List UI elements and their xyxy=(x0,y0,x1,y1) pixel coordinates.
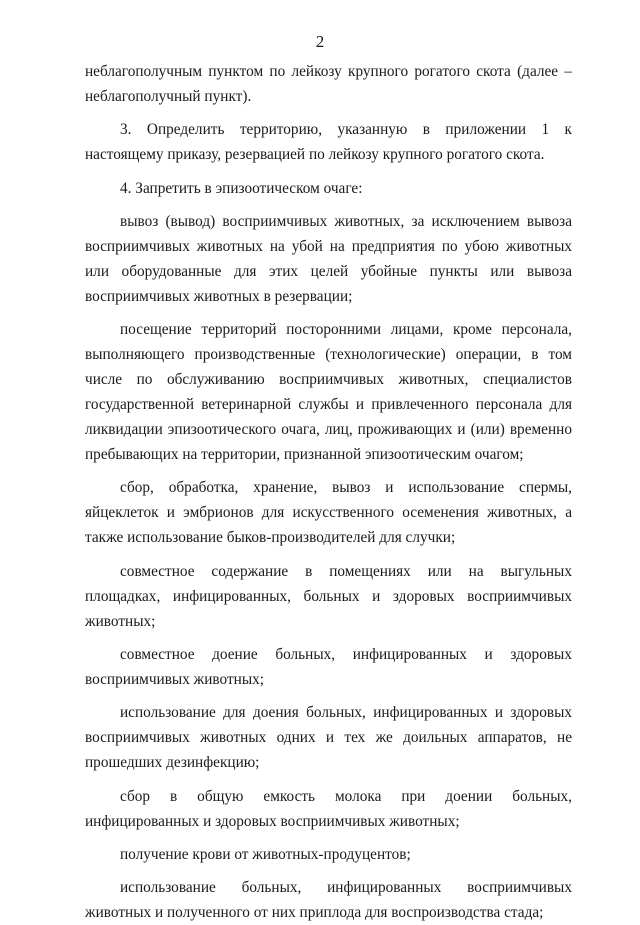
paragraph-joint-milking-ban: совместное доение больных, инфицированных и здоровых восприимчивых животных; xyxy=(85,646,572,689)
paragraph-sperm-ban: сбор, обработка, хранение, вывоз и использование спермы, яйцеклеток и эмбрионов для искусственного осеменения животных, а также использование быков-производителей для случки; xyxy=(85,479,572,547)
paragraph-continuation: неблагополучным пунктом по лейкозу крупного рогатого скота (далее – неблагополучный пункт). xyxy=(85,63,572,105)
paragraph-blood-ban: получение крови от животных-продуцентов; xyxy=(120,845,411,863)
paragraph-item-4: 4. Запретить в эпизоотическом очаге: xyxy=(120,179,363,197)
paragraph-shared-equipment-ban: использование для доения больных, инфицированных и здоровых восприимчивых животных одних и тех же доильных аппаратов, не прошедших дезинфекцию; xyxy=(85,704,572,772)
page-number: 2 xyxy=(315,32,325,51)
paragraph-export-ban: вывоз (вывод) восприимчивых животных, за исключением вывоза восприимчивых животных на убой на предприятия по убою животных или оборудованные для этих целей убойные пункты или вывоза восприимчивых животных в резервации; xyxy=(85,212,572,305)
document-body xyxy=(85,59,572,925)
paragraph-item-3: 3. Определить территорию, указанную в приложении 1 к настоящему приказу, резервацией по лейкозу крупного рогатого скота. xyxy=(85,121,572,164)
paragraph-visit-ban: посещение территорий посторонними лицами, кроме персонала, выполняющего производственные (технологические) операции, в том числе по обслуживанию восприимчивых животных, специалистов государственной ветеринарной службы и привлеченного персонала для ликвидации эпизоотического очага, лиц, проживающих и (или) временно пребывающих на территории, признанной эпизоотическим очагом; xyxy=(85,321,572,464)
paragraph-breeding-ban: использование больных, инфицированных восприимчивых животных и полученного от них приплода для воспроизводства стада; xyxy=(85,879,572,922)
paragraph-joint-keeping-ban: совместное содержание в помещениях или на выгульных площадках, инфицированных, больных и здоровых восприимчивых животных; xyxy=(85,562,572,630)
paragraph-milk-collection-ban: сбор в общую емкость молока при доении больных, инфицированных и здоровых восприимчивых животных; xyxy=(85,787,572,830)
